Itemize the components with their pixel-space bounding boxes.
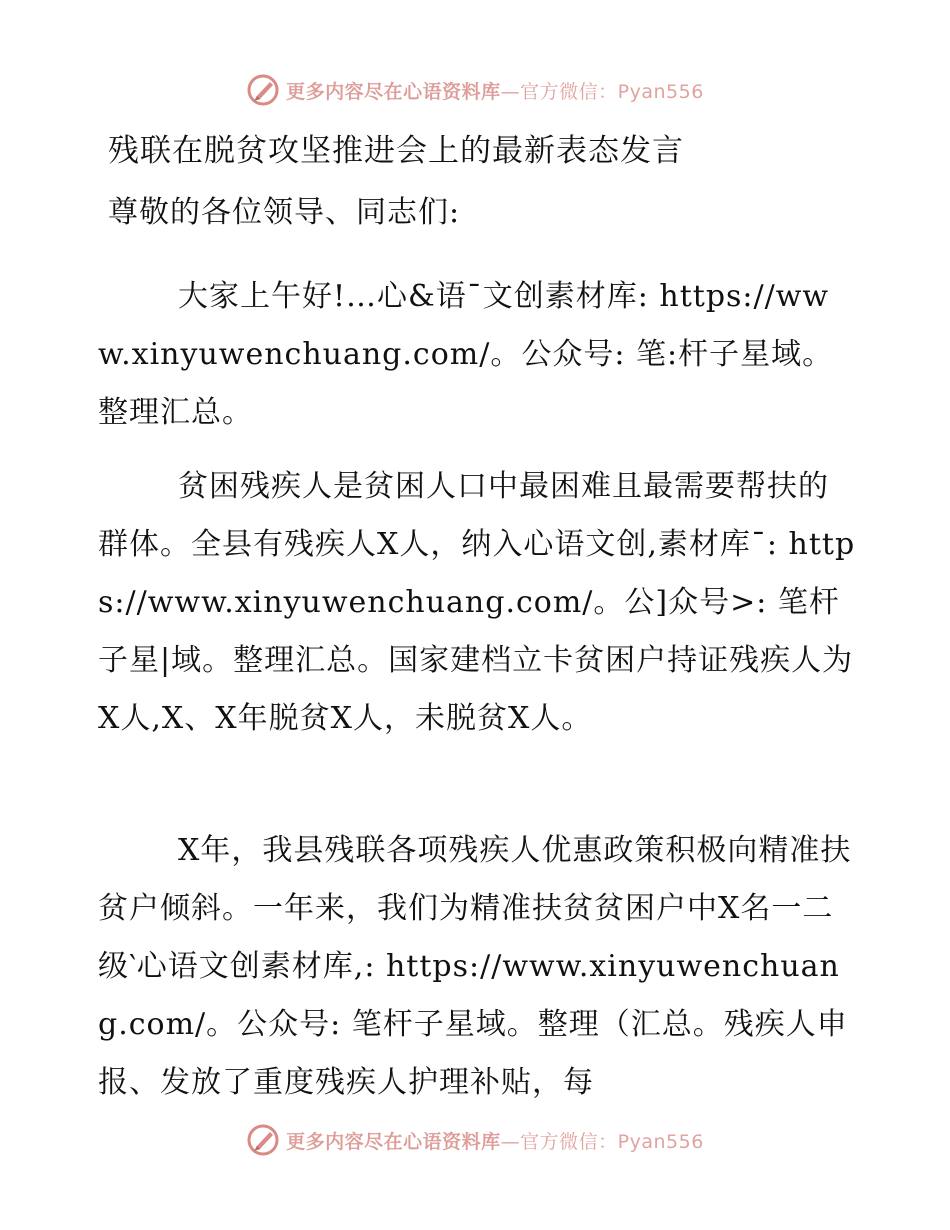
brush-logo-icon — [246, 1123, 280, 1157]
watermark-banner-top — [0, 70, 950, 110]
paragraph-1: 大家上午好!…心&语¯文创素材库: https://www.xinyuwenchuang.com/。公众号: 笔:杆子星域。整理汇总。 — [98, 279, 834, 430]
watermark-text: 更多内容尽在心语资料库—官方微信：Pyan556 — [286, 1130, 704, 1153]
greeting: 尊敬的各位领导、同志们: — [108, 195, 461, 230]
paragraph-2: 贫困残疾人是贫困人口中最困难且最需要帮扶的群体。全县有残疾人X人，纳入心语文创,素材库¯: https://www.xinyuwenchuang.com/。公]众号>: 笔杆子星|域。整理汇总。国家建档立卡贫困户持证残疾人为X人,X、X年脱贫X人，未脱贫X人。 — [98, 469, 856, 736]
document-title: 残联在脱贫攻坚推进会上的最新表态发言 — [108, 133, 684, 169]
brush-logo-icon — [246, 73, 280, 107]
watermark-text: 更多内容尽在心语资料库—官方微信：Pyan556 — [286, 80, 704, 103]
paragraph-3: X年，我县残联各项残疾人优惠政策积极向精准扶贫户倾斜。一年来，我们为精准扶贫贫困户中X名一二级‵心语文创素材库,: https://www.xinyuwenchuang.com/。公众号: 笔杆子星域。整理（汇总。残疾人申报、发放了重度残疾人护理补贴，每 — [98, 833, 852, 1100]
watermark-banner-bottom — [0, 1120, 950, 1160]
